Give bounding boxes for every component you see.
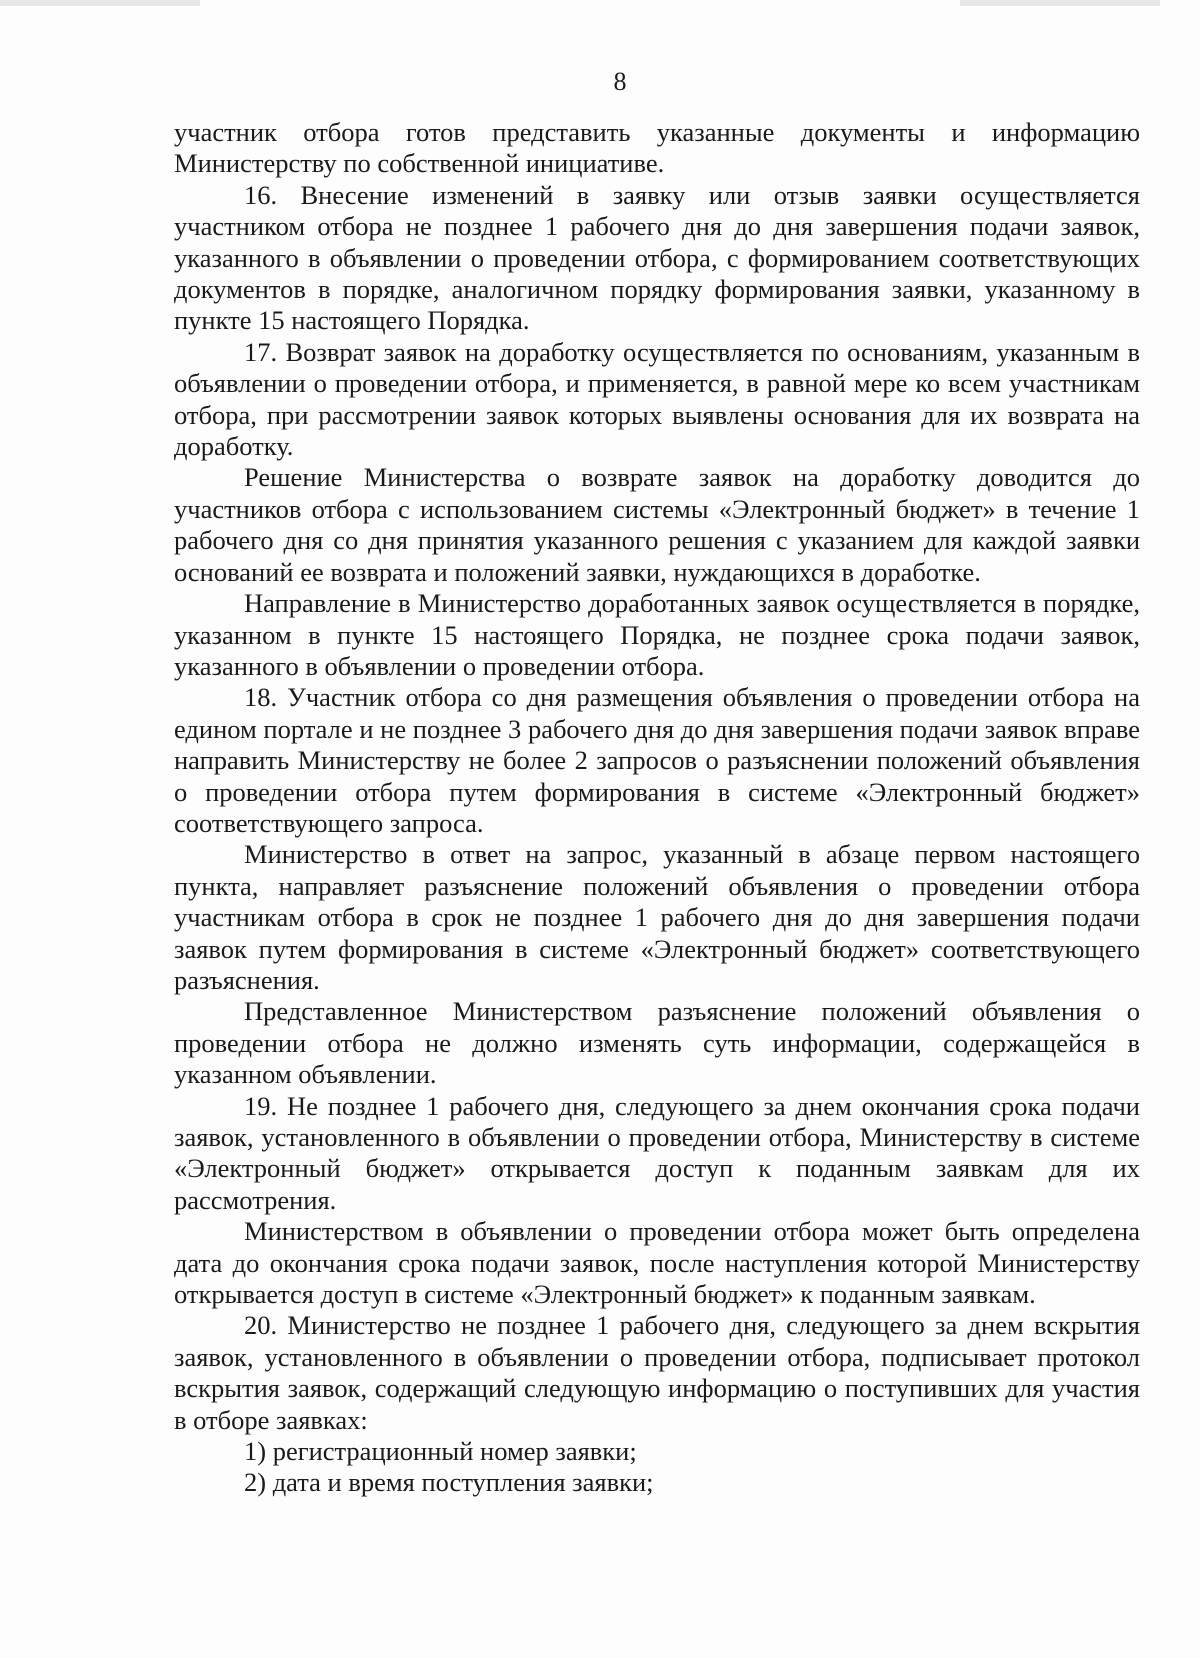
- paragraph-item-18: 18. Участник отбора со дня размещения объявления о проведении отбора на едином портале и не позднее 3 рабочего дня до дня завершения подачи заявок вправе направить Министерству не более 2 запросов о разъяснении положений объявления о проведении отбора путем формирования в системе «Электронный бюджет» соответствующего запроса.: [174, 682, 1140, 838]
- list-item-registration-number: 1) регистрационный номер заявки;: [244, 1436, 637, 1467]
- paragraph-item-20: 20. Министерство не позднее 1 рабочего дня, следующего за днем вскрытия заявок, установленного в объявлении о проведении отбора, подписывает протокол вскрытия заявок, содержащий следующую информацию о поступивших для участия в отборе заявках:: [174, 1310, 1140, 1435]
- paragraph-item-19-access-date: Министерством в объявлении о проведении отбора может быть определена дата до окончания срока подачи заявок, после наступления которой Министерству открывается доступ в системе «Электронный бюджет» к поданным заявкам.: [174, 1216, 1140, 1310]
- paragraph-item-17-decision: Решение Министерства о возврате заявок на доработку доводится до участников отбора с использованием системы «Электронный бюджет» в течение 1 рабочего дня со дня принятия указанного решения с указанием для каждой заявки оснований ее возврата и положений заявки, нуждающихся в доработке.: [174, 462, 1140, 587]
- scan-speck: [960, 0, 1160, 6]
- paragraph-item-18-clarification: Представленное Министерством разъяснение положений объявления о проведении отбора не должно изменять суть информации, содержащейся в указанном объявлении.: [174, 996, 1140, 1090]
- list-item-receipt-datetime: 2) дата и время поступления заявки;: [244, 1467, 654, 1498]
- paragraph-item-19: 19. Не позднее 1 рабочего дня, следующего за днем окончания срока подачи заявок, установленного в объявлении о проведении отбора, Министерству в системе «Электронный бюджет» открывается доступ к поданным заявкам для их рассмотрения.: [174, 1090, 1140, 1215]
- paragraph-item-18-response: Министерство в ответ на запрос, указанный в абзаце первом настоящего пункта, направляет разъяснение положений объявления о проведении отбора участникам отбора в срок не позднее 1 рабочего дня до дня завершения подачи заявок путем формирования в системе «Электронный бюджет» соответствующего разъяснения.: [174, 839, 1140, 995]
- paragraph-item-17: 17. Возврат заявок на доработку осуществляется по основаниям, указанным в объявлении о проведении отбора, и применяется, в равной мере ко всем участникам отбора, при рассмотрении заявок которых выявлены основания для их возврата на доработку.: [174, 336, 1140, 462]
- paragraph-continuation: участник отбора готов представить указанные документы и информацию Министерству по собственной инициативе.: [174, 117, 1140, 179]
- paragraph-item-16: 16. Внесение изменений в заявку или отзыв заявки осуществляется участником отбора не позднее 1 рабочего дня до дня завершения подачи заявок, указанного в объявлении о проведении отбора, с формированием соответствующих документов в порядке, аналогичном порядку формирования заявки, указанному в пункте 15 настоящего Порядка.: [174, 179, 1140, 336]
- paragraph-item-17-resubmission: Направление в Министерство доработанных заявок осуществляется в порядке, указанном в пункте 15 настоящего Порядка, не позднее срока подачи заявок, указанного в объявлении о проведении отбора.: [174, 588, 1140, 681]
- scan-speck: [0, 0, 200, 6]
- document-body: [174, 117, 1140, 1499]
- page-number: 8: [613, 67, 627, 96]
